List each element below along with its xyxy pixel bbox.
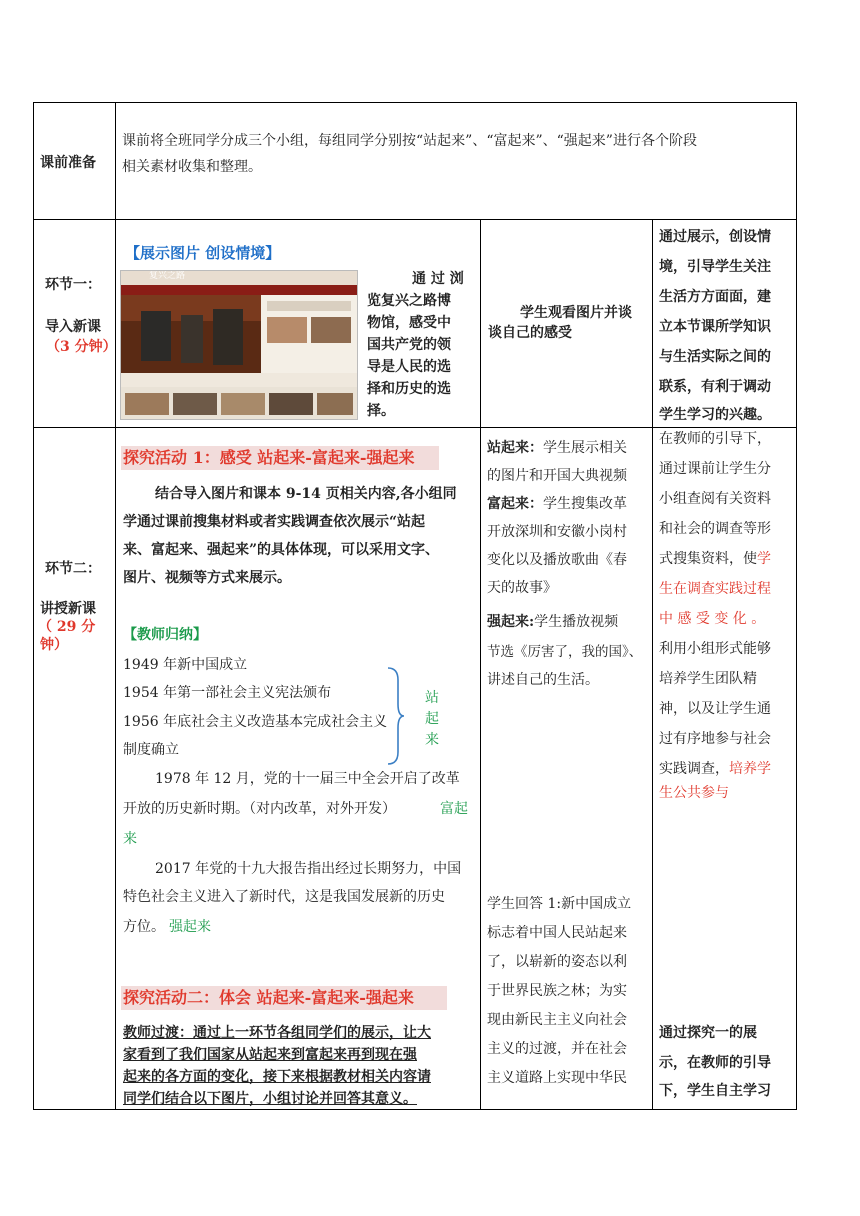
prep-label: 课前准备 [40, 155, 96, 171]
stage-two-title: 讲授新课 [40, 601, 96, 617]
intent-line: 神，以及让学生通 [659, 701, 771, 717]
activity-one-heading: 探究活动 1：感受 站起来-富起来-强起来 [123, 448, 415, 467]
student-line: 的图片和开国大典视频 [487, 468, 627, 484]
design-intent-1: 学生学习的兴趣。 [659, 407, 771, 423]
prep-content-line: 课前将全班同学分成三个小组，每组同学分别按“站起来”、“富起来”、“强起来”进行各个阶段 [122, 133, 697, 149]
student-line [487, 434, 627, 462]
activity-one-paragraph: 学通过课前搜集材料或者实践调查依次展示“站起 [123, 514, 426, 530]
brace-label: 起 [425, 711, 439, 727]
new-era-paragraph: 特色社会主义进入了新时代，这是我国发展新的历史 [123, 889, 445, 905]
prep-content-line: 相关素材收集和整理。 [122, 159, 262, 175]
museum-site-title: 复兴之路 [149, 271, 186, 281]
student-line: 开放深圳和安徽小岗村 [487, 524, 627, 540]
intent-bottom: 下，学生自主学习 [659, 1083, 771, 1099]
activity-one-paragraph: 结合导入图片和课本 9-14 页相关内容,各小组同 [155, 486, 457, 502]
student-line-head: 富起来： [487, 496, 543, 512]
teacher-transition: 同学们结合以下图片，小组讨论并回答其意义。 [123, 1091, 417, 1107]
student-line-text: 学生展示相关 [543, 440, 627, 456]
design-intent-1: 通过展示，创设情 [659, 229, 771, 245]
row-divider [33, 219, 797, 220]
stage-two-label: 环节二： [45, 561, 101, 577]
intent-line: 利用小组形式能够 [659, 641, 771, 657]
intent-line-highlight: 学 [757, 551, 771, 567]
museum-screenshot-illustration [121, 271, 357, 419]
intro-side-text: 择和历史的选 [367, 381, 451, 397]
intro-side-text: 国共产党的领 [367, 337, 451, 353]
student-line-text: 学生搜集改革 [543, 496, 627, 512]
new-era-paragraph: 方位。 [123, 919, 165, 935]
student-answer: 于世界民族之林；为实 [487, 983, 627, 999]
intent-line: 过有序地参与社会 [659, 731, 771, 747]
stage-two-time: （ 29 分 [38, 619, 96, 635]
brace-label: 来 [425, 732, 439, 748]
intro-side-text: 览复兴之路博 [367, 293, 451, 309]
stage-one-time: （3 分钟） [46, 339, 117, 355]
intro-side-text: 通 过 浏 [412, 271, 464, 287]
stage-one-title: 导入新课 [45, 319, 101, 335]
stage-two-time: 钟） [40, 637, 68, 653]
new-era-paragraph: 2017 年党的十九大报告指出经过长期努力，中国 [155, 861, 462, 877]
design-intent-1: 生活方方面面，建 [659, 289, 771, 305]
teacher-summary-heading: 【教师归纳】 [123, 627, 207, 643]
reform-paragraph: 开放的历史新时期。（对内改革，对外开发） [123, 801, 396, 817]
teacher-transition: 起来的各方面的变化，接下来根据教材相关内容请 [123, 1069, 431, 1085]
design-intent-1: 立本节课所学知识 [659, 319, 771, 335]
intro-side-text: 导是人民的选 [367, 359, 451, 375]
student-answer: 了，以崭新的姿态以利 [487, 954, 627, 970]
intent-line-highlight: 培养学 [729, 761, 771, 777]
student-line [487, 490, 627, 518]
student-line: 天的故事》 [487, 580, 557, 596]
student-answer: 学生回答 1:新中国成立 [487, 896, 632, 912]
intent-line-highlight: 生公共参与 [659, 785, 729, 801]
museum-website-image [120, 270, 358, 420]
student-answer: 主义的过渡，并在社会 [487, 1041, 627, 1057]
intent-line-text: 实践调查， [659, 761, 729, 777]
student-line-head: 站起来： [487, 440, 543, 456]
reform-paragraph: 1978 年 12 月，党的十一届三中全会开启了改革 [155, 771, 460, 787]
intro-side-text: 物馆，感受中 [367, 315, 451, 331]
teacher-transition: 家看到了我们国家从站起来到富起来再到现在强 [123, 1047, 417, 1063]
show-image-heading: 【展示图片 创设情境】 [125, 244, 281, 262]
fuqilai-tag: 来 [123, 831, 137, 847]
col-divider [652, 219, 653, 1110]
stage-one-label: 环节一： [45, 277, 101, 293]
fuqilai-tag: 富起 [440, 801, 468, 817]
intent-bottom: 通过探究一的展 [659, 1025, 757, 1041]
intent-line: 在教师的引导下， [659, 431, 771, 447]
student-line: 节选《厉害了，我的国》、 [487, 644, 643, 660]
col-divider [115, 102, 116, 1110]
student-line [487, 608, 618, 636]
student-line: 讲述自己的生活。 [487, 672, 599, 688]
student-activity-1: 学生观看图片并谈 [520, 305, 632, 321]
intro-side-text: 择。 [367, 403, 395, 419]
intent-line: 培养学生团队精 [659, 671, 757, 687]
intent-line-highlight: 生在调查实践过程 [659, 581, 771, 597]
intent-line: 通过课前让学生分 [659, 461, 771, 477]
student-line-head: 强起来: [487, 614, 535, 630]
qiangqilai-tag: 强起来 [169, 919, 211, 935]
student-line-text: 学生播放视频 [534, 614, 619, 630]
student-activity-1: 谈自己的感受 [488, 325, 572, 341]
event-line: 1949 年新中国成立 [123, 657, 248, 673]
student-answer: 标志着中国人民站起来 [487, 925, 627, 941]
intent-line: 和社会的调查等形 [659, 521, 771, 537]
intent-line-highlight: 中 感 受 变 化 。 [659, 611, 766, 627]
design-intent-1: 与生活实际之间的 [659, 349, 771, 365]
student-answer: 现由新民主主义向社会 [487, 1012, 627, 1028]
curly-brace-icon [384, 666, 406, 766]
student-answer: 主义道路上实现中华民 [487, 1070, 627, 1086]
activity-two-heading: 探究活动二：体会 站起来-富起来-强起来 [123, 988, 414, 1007]
teacher-transition: 教师过渡：通过上一环节各组同学们的展示，让大 [123, 1025, 431, 1041]
activity-one-paragraph: 图片、视频等方式来展示。 [123, 570, 291, 586]
design-intent-1: 联系，有利于调动 [659, 379, 771, 395]
event-line: 1954 年第一部社会主义宪法颁布 [123, 685, 332, 701]
col-divider [480, 219, 481, 1110]
intent-line-text: 式搜集资料，使 [659, 551, 757, 567]
student-line: 变化以及播放歌曲《春 [487, 552, 627, 568]
brace-label: 站 [425, 690, 439, 706]
design-intent-1: 境，引导学生关注 [659, 259, 771, 275]
intent-line: 小组查阅有关资料 [659, 491, 771, 507]
event-line: 制度确立 [123, 742, 179, 758]
intent-line [659, 544, 771, 574]
intent-bottom: 示，在教师的引导 [659, 1055, 771, 1071]
activity-one-paragraph: 来、富起来、强起来”的具体体现，可以采用文字、 [123, 542, 440, 558]
event-line: 1956 年底社会主义改造基本完成社会主义 [123, 714, 388, 730]
